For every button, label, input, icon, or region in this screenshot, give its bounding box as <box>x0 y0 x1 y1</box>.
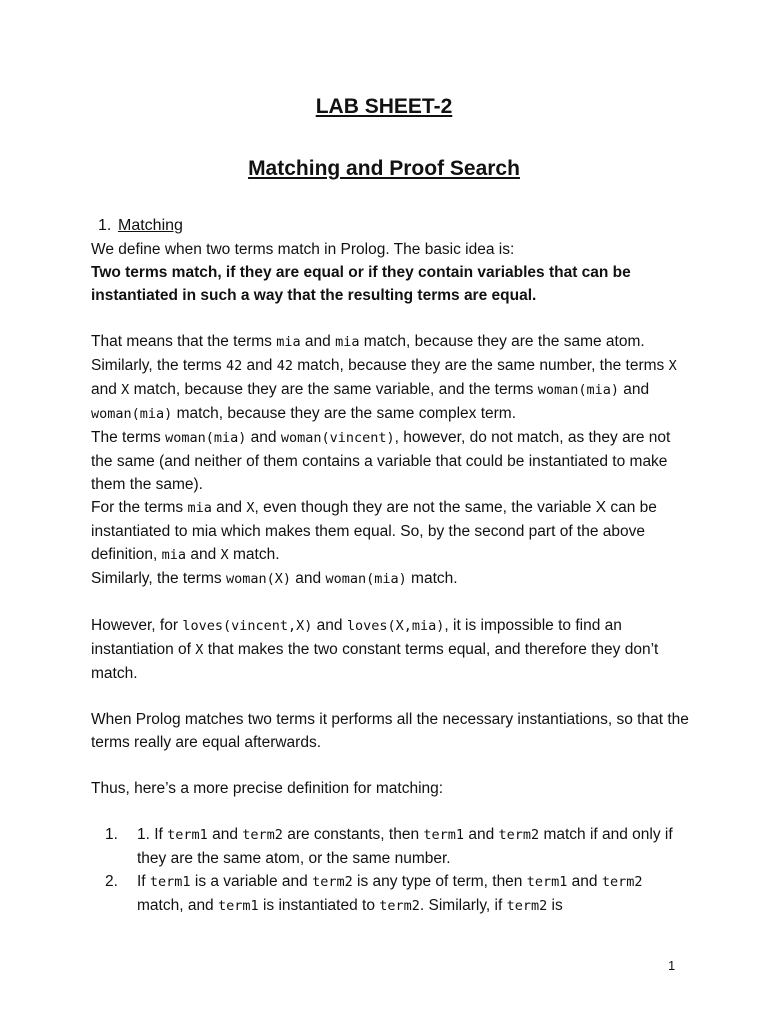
section-title: Matching <box>118 217 183 234</box>
section-number: 1. <box>98 217 112 234</box>
paragraph-no-match: The terms woman(mia) and woman(vincent), however, do not match, as they are not the same (and neither of them contains a variable that could be instantiated to make them the same). <box>91 429 671 493</box>
paragraph-loves: However, for loves(vincent,X) and loves(X,mia), it is impossible to find an instantiation of X that makes the two constant terms equal, and therefore they don’t match. <box>91 617 659 682</box>
list-item: 1. 1. If term1 and term2 are constants, then term1 and term2 match if and only if they are the same atom, or the same number. <box>105 826 673 867</box>
paragraph-similarly: Similarly, the terms woman(X) and woman(mia) match. <box>91 570 458 587</box>
definition-list <box>91 823 691 918</box>
paragraph-variable-match: For the terms mia and X, even though they are not the same, the variable X can be instantiated to mia which makes them equal. So, by the second part of the above definition, mia and X match. <box>91 499 657 563</box>
list-item: 2. If term1 is a variable and term2 is any type of term, then term1 and term2 match, and term1 is instantiated to term2. Similarly, if term2 is <box>105 873 643 914</box>
paragraph-instantiations: When Prolog matches two terms it performs all the necessary instantiations, so that the terms really are equal afterwards. <box>91 711 689 751</box>
body-text <box>91 238 691 918</box>
paragraph-same-terms: That means that the terms mia and mia match, because they are the same atom. Similarly, the terms 42 and 42 match, because they are the same number, the terms X and X match, because they are the same variable, and the terms woman(mia) and woman(mia) match, because they are the same complex term. <box>91 333 677 422</box>
page-number: 1 <box>668 958 676 973</box>
paragraph-precise-definition: Thus, here’s a more precise definition for matching: <box>91 780 444 797</box>
intro-line: We define when two terms match in Prolog. The basic idea is: <box>91 241 515 258</box>
bold-definition: Two terms match, if they are equal or if they contain variables that can be instantiated in such a way that the resulting terms are equal. <box>91 264 631 304</box>
page-subtitle: Matching and Proof Search <box>248 157 520 180</box>
page-title: LAB SHEET-2 <box>315 95 453 118</box>
section-heading <box>98 217 183 235</box>
